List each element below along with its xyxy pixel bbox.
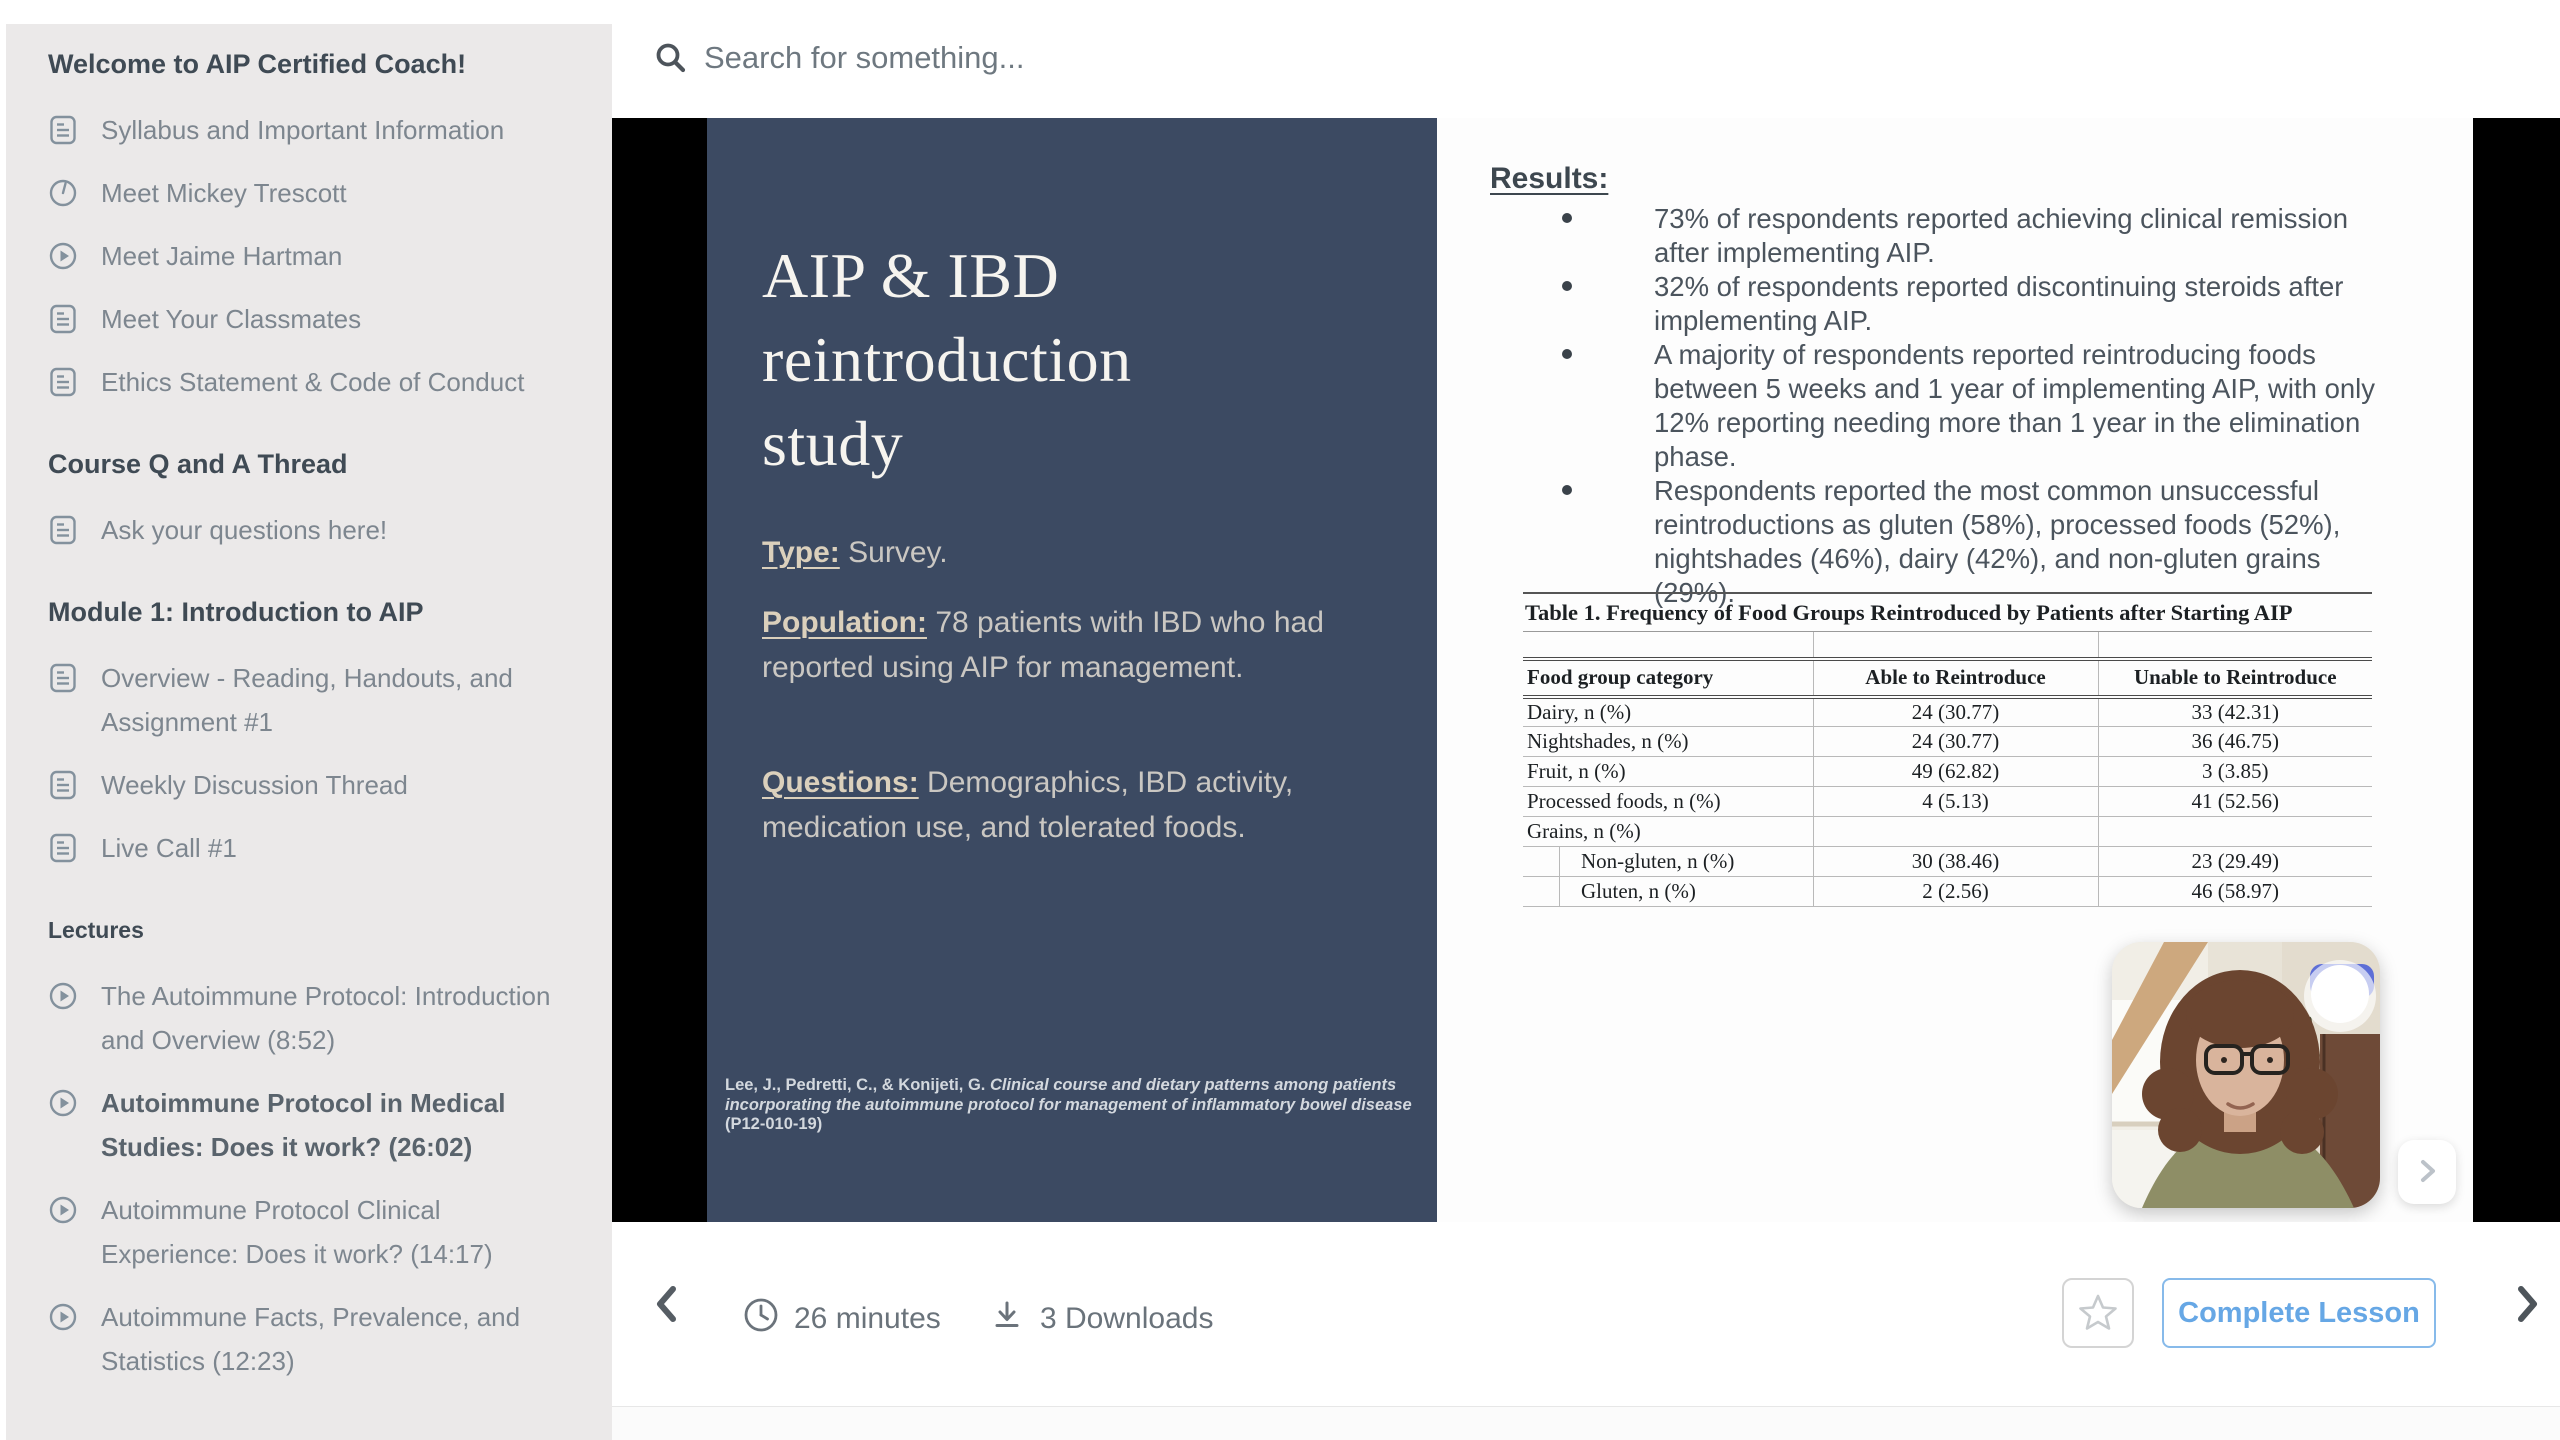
table-row: Non-gluten, n (%) 30 (38.46) 23 (29.49) [1523, 847, 2372, 877]
slide-questions-line: Questions: Demographics, IBD activity, medication use, and tolerated foods. [762, 766, 1294, 844]
sidebar-item-label: Syllabus and Important Information [101, 115, 505, 145]
slide-population-line: Population: 78 patients with IBD who had reported using AIP for management. [762, 606, 1324, 684]
clock-progress-icon [48, 178, 78, 208]
results-bullet: 32% of respondents reported discontinuing steroids after implementing AIP. [1556, 270, 2404, 338]
chevron-left-icon [652, 1312, 680, 1327]
sidebar-item-label: Meet Mickey Trescott [101, 178, 347, 208]
document-icon [48, 833, 78, 863]
section-heading-qa: Course Q and A Thread [48, 449, 348, 479]
next-lesson-button[interactable] [2514, 1284, 2542, 1327]
results-bullet-list [1556, 202, 2404, 610]
table-row: Gluten, n (%) 2 (2.56) 46 (58.97) [1523, 877, 2372, 907]
search-bar [612, 0, 2560, 118]
sidebar-item-meet-mickey[interactable] [48, 171, 578, 215]
complete-lesson-button[interactable]: Complete Lesson [2162, 1278, 2436, 1348]
section-heading-lectures: Lectures [48, 917, 144, 943]
sidebar-item-label: Ask your questions here! [101, 515, 388, 545]
table-col-header: Unable to Reintroduce [2098, 659, 2372, 697]
document-icon [48, 770, 78, 800]
document-icon [48, 304, 78, 334]
sidebar-item-label: Autoimmune Protocol Clinical Experience: Does it work? (14:17) [101, 1195, 493, 1269]
document-icon [48, 367, 78, 397]
sidebar-item-label: The Autoimmune Protocol: Introduction and Overview (8:52) [101, 981, 551, 1055]
sidebar-item-label: Ethics Statement & Code of Conduct [101, 367, 525, 397]
sidebar-item-label: Autoimmune Protocol in Medical Studies: Does it work? (26:02) [101, 1088, 506, 1162]
sidebar-item-label: Weekly Discussion Thread [101, 770, 408, 800]
section-heading-welcome: Welcome to AIP Certified Coach! [48, 49, 467, 79]
chevron-right-icon [2416, 1158, 2438, 1187]
play-circle-icon [48, 241, 78, 271]
sidebar-item-lecture-facts-stats[interactable] [48, 1295, 578, 1383]
document-icon [48, 515, 78, 545]
sidebar-item-meet-classmates[interactable] [48, 297, 578, 341]
table-row: Dairy, n (%) 24 (30.77) 33 (42.31) [1523, 697, 2372, 727]
sidebar-item-syllabus[interactable] [48, 108, 578, 152]
play-circle-icon [48, 1088, 78, 1118]
lesson-downloads[interactable] [988, 1296, 1213, 1342]
document-icon [48, 115, 78, 145]
download-icon [988, 1296, 1026, 1342]
sidebar-item-ask-questions[interactable] [48, 508, 578, 552]
slide-title: AIP & IBD reintroduction study [762, 240, 1132, 479]
sidebar-item-label: Live Call #1 [101, 833, 237, 863]
results-bullet: A majority of respondents reported reintroducing foods between 5 weeks and 1 year of implementing AIP, with only 12% reporting needing more than 1 year in the elimination phase. [1556, 338, 2404, 474]
play-circle-icon [48, 1195, 78, 1225]
curriculum-sidebar [6, 24, 612, 1440]
play-circle-icon [48, 1302, 78, 1332]
lesson-toolbar [612, 1222, 2560, 1406]
play-circle-icon [48, 981, 78, 1011]
sidebar-item-lecture-clinical-experience[interactable] [48, 1188, 578, 1276]
table-row: Processed foods, n (%) 4 (5.13) 41 (52.56) [1523, 787, 2372, 817]
pip-next-button[interactable] [2398, 1140, 2456, 1204]
sidebar-item-ethics[interactable] [48, 360, 578, 404]
sidebar-item-weekly-discussion[interactable] [48, 763, 578, 807]
clock-icon [742, 1296, 780, 1342]
table-row: Grains, n (%) [1523, 817, 2372, 847]
slide-title-panel [707, 118, 1437, 1222]
sidebar-item-label: Meet Your Classmates [101, 304, 362, 334]
results-bullet: Respondents reported the most common unsuccessful reintroductions as gluten (58%), processed foods (52%), nightshades (46%), dairy (42%), and non-gluten grains (29%). [1556, 474, 2404, 610]
previous-lesson-button[interactable] [652, 1284, 680, 1327]
document-icon [48, 663, 78, 693]
duration-text: 26 minutes [794, 1302, 941, 1335]
results-heading: Results: [1490, 162, 1609, 195]
downloads-text: 3 Downloads [1040, 1302, 1214, 1335]
table-row: Nightshades, n (%) 24 (30.77) 36 (46.75) [1523, 727, 2372, 757]
section-heading-module1: Module 1: Introduction to AIP [48, 597, 424, 627]
sidebar-item-label: Overview - Reading, Handouts, and Assignment #1 [101, 663, 513, 737]
favorite-button[interactable] [2062, 1278, 2134, 1348]
sidebar-item-label: Meet Jaime Hartman [101, 241, 343, 271]
slide-type-line: Type: Survey. [762, 536, 948, 569]
chevron-right-icon [2514, 1312, 2542, 1327]
star-icon [2077, 1292, 2119, 1335]
table-col-header: Food group category [1523, 659, 1813, 697]
sidebar-item-live-call[interactable] [48, 826, 578, 870]
search-icon [652, 40, 690, 83]
food-groups-table [1523, 592, 2372, 907]
sidebar-item-label: Autoimmune Facts, Prevalence, and Statistics (12:23) [101, 1302, 521, 1376]
results-bullet: 73% of respondents reported achieving clinical remission after implementing AIP. [1556, 202, 2404, 270]
sidebar-item-overview[interactable] [48, 656, 578, 744]
sidebar-item-lecture-intro[interactable] [48, 974, 578, 1062]
lesson-duration [742, 1296, 941, 1342]
table-col-header: Able to Reintroduce [1813, 659, 2098, 697]
presenter-webcam-video [2112, 942, 2380, 1208]
slide-citation: Lee, J., Pedretti, C., & Konijeti, G. Clinical course and dietary patterns among patients incorporating the autoimmune protocol for management of inflammatory bowel disease (P12-010-19) [725, 1076, 1412, 1133]
table-row: Fruit, n (%) 49 (62.82) 3 (3.85) [1523, 757, 2372, 787]
table-title: Table 1. Frequency of Food Groups Reintroduced by Patients after Starting AIP [1523, 593, 2372, 632]
sidebar-item-meet-jaime[interactable] [48, 234, 578, 278]
sidebar-item-lecture-medical-studies-active[interactable] [48, 1081, 578, 1169]
page-bottom-strip [612, 1407, 2560, 1440]
search-input[interactable] [704, 18, 1804, 98]
